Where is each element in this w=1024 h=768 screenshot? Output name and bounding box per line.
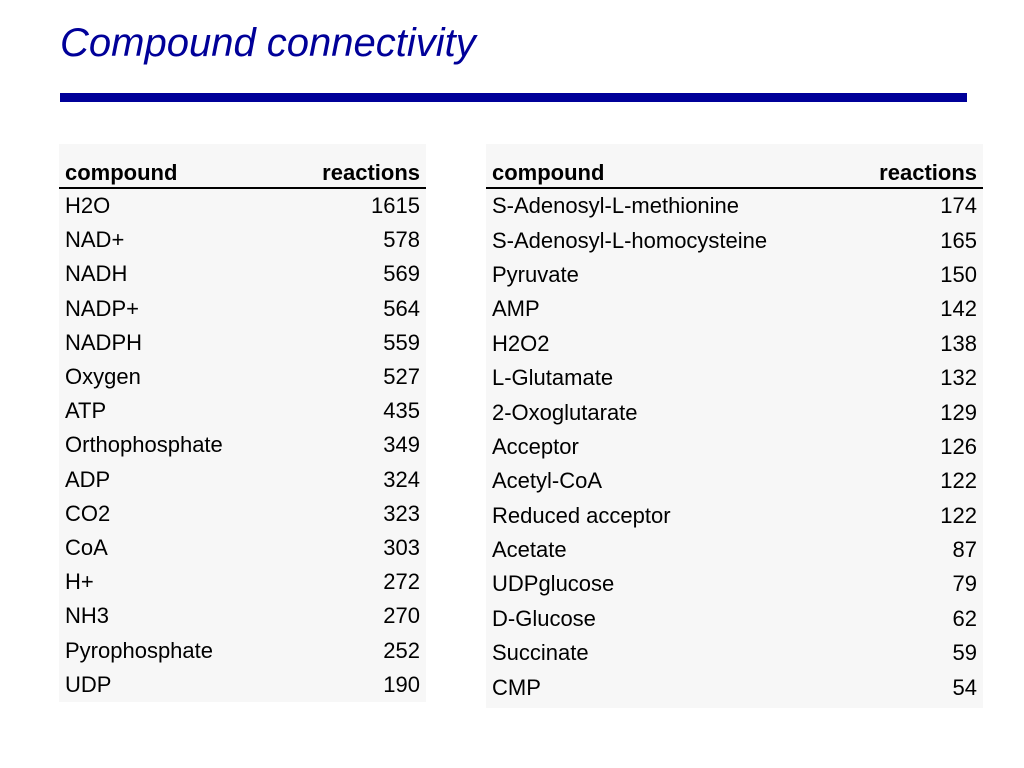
table-row: [486, 464, 983, 498]
reactions-count-cell: 174: [940, 193, 977, 219]
compound-name-cell: NADPH: [65, 329, 143, 355]
compound-name-cell: AMP: [492, 296, 540, 322]
compound-name-cell: H+: [65, 569, 94, 595]
reactions-count-cell: 62: [952, 605, 977, 631]
table-row: [59, 257, 426, 291]
compound-name-cell: Succinate: [492, 640, 589, 666]
left-table-body: [59, 188, 426, 702]
compound-name-cell: D-Glucose: [492, 605, 596, 631]
table-row: [59, 565, 426, 599]
table-row: [486, 636, 983, 670]
table-header-row: [486, 144, 983, 188]
reactions-count-cell: 190: [383, 671, 420, 697]
table-row: [486, 430, 983, 464]
compound-name-cell: NH3: [65, 603, 110, 629]
compound-name-cell: H2O2: [492, 330, 550, 356]
table-row: [486, 499, 983, 533]
table-row: [486, 327, 983, 361]
slide-title: Compound connectivity: [60, 21, 476, 65]
compound-name-cell: 2-Oxoglutarate: [492, 399, 638, 425]
compound-name-cell: CMP: [492, 674, 541, 700]
reactions-count-cell: 138: [940, 330, 977, 356]
compound-name-cell: UDP: [65, 671, 112, 697]
table-row: [486, 395, 983, 429]
reactions-count-cell: 559: [383, 329, 420, 355]
left-table-panel: [59, 144, 426, 702]
compound-name-cell: Acetyl-CoA: [492, 468, 603, 494]
table-row: [59, 188, 426, 223]
column-header-reactions: reactions: [844, 144, 983, 188]
reactions-count-cell: 270: [383, 603, 420, 629]
table-row: [486, 533, 983, 567]
reactions-count-cell: 142: [940, 296, 977, 322]
compound-name-cell: NADP+: [65, 295, 139, 321]
reactions-count-cell: 126: [940, 433, 977, 459]
compound-name-cell: Orthophosphate: [65, 432, 223, 458]
table-header-row: [59, 144, 426, 188]
reactions-count-cell: 165: [940, 227, 977, 253]
compound-name-cell: Acceptor: [492, 433, 579, 459]
table-row: [59, 463, 426, 497]
table-row: [486, 361, 983, 395]
compound-name-cell: S-Adenosyl-L-methionine: [492, 193, 740, 219]
column-header-compound: compound: [486, 144, 844, 188]
compound-name-cell: Pyruvate: [492, 261, 579, 287]
compound-name-cell: CO2: [65, 500, 111, 526]
reactions-count-cell: 129: [940, 399, 977, 425]
table-row: [486, 670, 983, 704]
compound-name-cell: ADP: [65, 466, 111, 492]
reactions-count-cell: 272: [383, 569, 420, 595]
table-row: [486, 602, 983, 636]
compound-name-cell: Reduced acceptor: [492, 502, 671, 528]
table-row: [59, 394, 426, 428]
reactions-count-cell: 303: [383, 534, 420, 560]
table-row: [59, 326, 426, 360]
reactions-count-cell: 324: [383, 466, 420, 492]
title-underline-rule: [60, 93, 967, 102]
column-header-compound: compound: [59, 144, 272, 188]
table-row: [59, 428, 426, 462]
compound-name-cell: L-Glutamate: [492, 365, 614, 391]
reactions-count-cell: 59: [952, 640, 977, 666]
table-row: [59, 292, 426, 326]
table-row: [59, 360, 426, 394]
reactions-count-cell: 252: [383, 637, 420, 663]
table-row: [486, 223, 983, 257]
reactions-count-cell: 122: [940, 468, 977, 494]
compound-name-cell: Acetate: [492, 537, 567, 563]
table-row: [59, 497, 426, 531]
compound-name-cell: NADH: [65, 261, 128, 287]
reactions-count-cell: 150: [940, 261, 977, 287]
left-compound-table: [59, 144, 426, 702]
reactions-count-cell: 87: [952, 537, 977, 563]
reactions-count-cell: 578: [383, 227, 420, 253]
table-row: [486, 258, 983, 292]
table-row: [59, 633, 426, 667]
compound-name-cell: UDPglucose: [492, 571, 615, 597]
compound-name-cell: CoA: [65, 534, 108, 560]
reactions-count-cell: 122: [940, 502, 977, 528]
reactions-count-cell: 349: [383, 432, 420, 458]
reactions-count-cell: 435: [383, 398, 420, 424]
right-compound-table: [486, 144, 983, 705]
table-row: [59, 223, 426, 257]
compound-name-cell: Pyrophosphate: [65, 637, 213, 663]
reactions-count-cell: 79: [952, 571, 977, 597]
reactions-count-cell: 132: [940, 365, 977, 391]
compound-name-cell: Oxygen: [65, 364, 141, 390]
table-row: [486, 567, 983, 601]
reactions-count-cell: 527: [383, 364, 420, 390]
reactions-count-cell: 54: [952, 674, 977, 700]
right-table-panel: [486, 144, 983, 708]
table-row: [486, 188, 983, 223]
reactions-count-cell: 323: [383, 500, 420, 526]
table-row: [59, 668, 426, 702]
reactions-count-cell: 1615: [371, 193, 420, 219]
table-row: [59, 531, 426, 565]
compound-name-cell: ATP: [65, 398, 107, 424]
reactions-count-cell: 569: [383, 261, 420, 287]
column-header-reactions: reactions: [272, 144, 426, 188]
right-table-body: [486, 188, 983, 705]
table-row: [486, 292, 983, 326]
reactions-count-cell: 564: [383, 295, 420, 321]
compound-name-cell: S-Adenosyl-L-homocysteine: [492, 227, 768, 253]
compound-name-cell: NAD+: [65, 227, 125, 253]
table-row: [59, 599, 426, 633]
compound-name-cell: H2O: [65, 193, 111, 219]
